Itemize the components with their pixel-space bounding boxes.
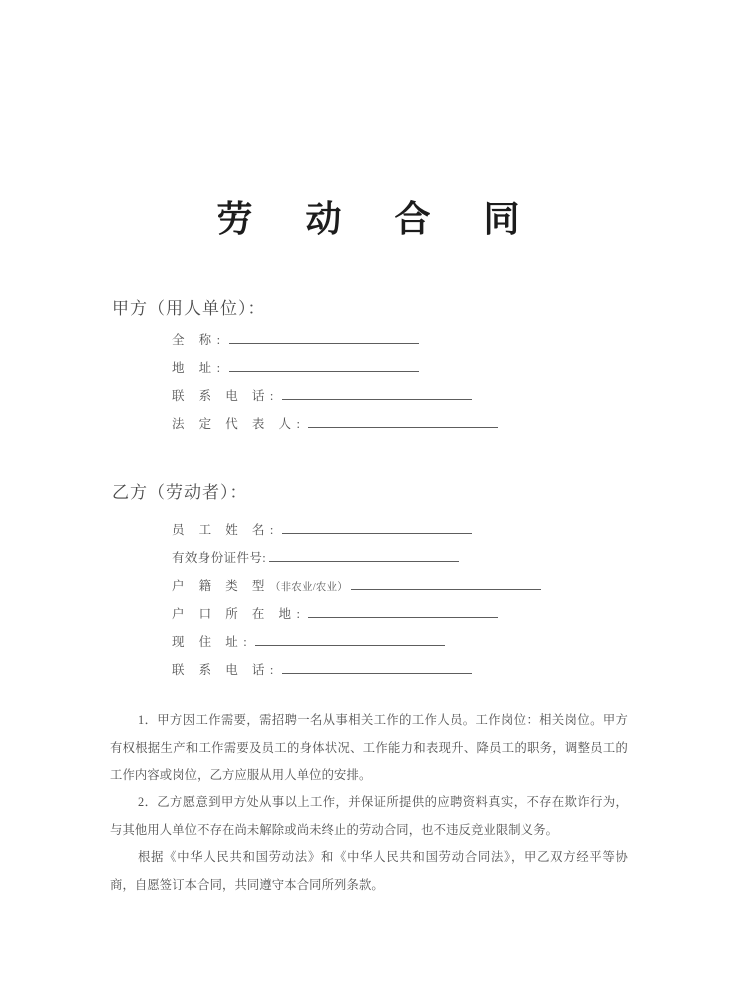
field-row-employee-phone <box>172 660 472 682</box>
field-row-household-location <box>172 604 498 626</box>
field-label-legal-representative: 法 定 代 表 人: <box>172 417 306 431</box>
field-label-company-name: 全 称: <box>172 333 226 347</box>
field-input-id-number[interactable] <box>269 549 459 562</box>
field-input-company-phone[interactable] <box>282 387 472 400</box>
field-input-employee-name[interactable] <box>282 521 472 534</box>
field-input-household-type[interactable] <box>351 577 541 590</box>
field-row-company-address <box>172 358 419 380</box>
field-row-employee-name <box>172 520 472 542</box>
field-label-company-address: 地 址: <box>172 361 226 375</box>
field-input-company-address[interactable] <box>229 359 419 372</box>
field-row-household-type <box>172 576 541 598</box>
party-a-heading: 甲方（用人单位）： <box>112 299 266 318</box>
document-title: 劳 动 合 同 <box>216 199 542 239</box>
field-label-current-address: 现 住 址: <box>172 635 253 649</box>
field-row-id-number <box>172 548 459 570</box>
field-row-legal-representative <box>172 414 498 436</box>
field-input-current-address[interactable] <box>255 633 445 646</box>
field-input-company-name[interactable] <box>229 331 419 344</box>
field-label-household-location: 户 口 所 在 地: <box>172 607 306 621</box>
party-b-heading: 乙方（劳动者）： <box>112 483 248 502</box>
field-label-id-number: 有效身份证件号: <box>172 551 267 565</box>
field-label-employee-phone: 联 系 电 话: <box>172 663 279 677</box>
field-input-employee-phone[interactable] <box>282 661 472 674</box>
field-label-household-type-options: （非农业/农业） <box>269 582 348 593</box>
field-label-company-phone: 联 系 电 话: <box>172 389 279 403</box>
body-paragraph-3: 根据《中华人民共和国劳动法》和《中华人民共和国劳动合同法》，甲乙双方经平等协商，自愿签订本合同，共同遵守本合同所列条款。 <box>110 850 628 892</box>
field-label-household-type: 户 籍 类 型 <box>172 579 270 593</box>
field-input-household-location[interactable] <box>308 605 498 618</box>
field-row-company-phone <box>172 386 472 408</box>
field-row-company-name <box>172 330 419 352</box>
body-paragraph-1: 1．甲方因工作需要，需招聘一名从事相关工作的工作人员。工作岗位：相关岗位。甲方有权根据生产和工作需要及员工的身体状况、工作能力和表现升、降员工的职务，调整员工的工作内容或岗位，乙方应服从用人单位的安排。 <box>110 713 628 782</box>
body-paragraph-2: 2．乙方愿意到甲方处从事以上工作，并保证所提供的应聘资料真实，不存在欺诈行为，与其他用人单位不存在尚未解除或尚未终止的劳动合同，也不违反竞业限制义务。 <box>110 795 628 837</box>
field-input-legal-representative[interactable] <box>308 415 498 428</box>
field-row-current-address <box>172 632 445 654</box>
field-label-employee-name: 员 工 姓 名: <box>172 523 279 537</box>
